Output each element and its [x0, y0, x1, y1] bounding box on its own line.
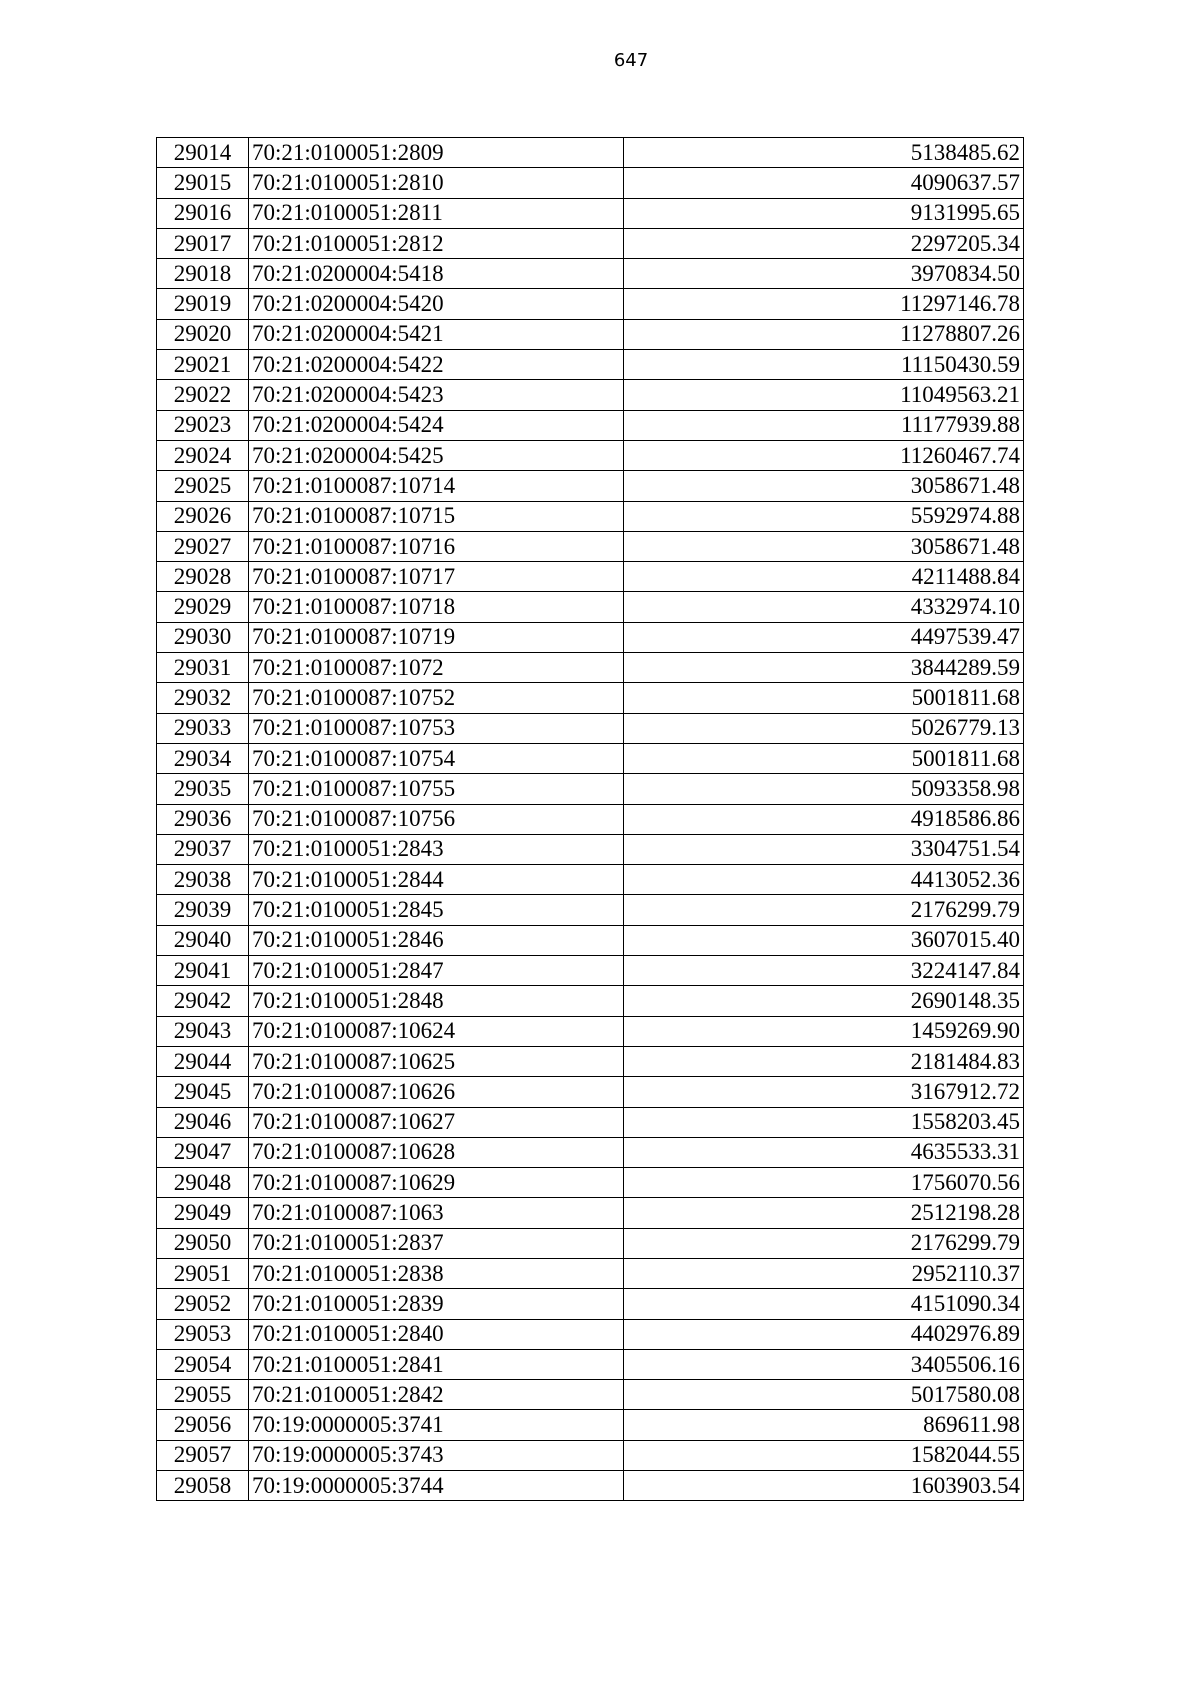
cadastral-value-cell: 1582044.55: [624, 1440, 1024, 1470]
cadastral-value-cell: 1603903.54: [624, 1471, 1024, 1501]
cadastral-value-cell: 2297205.34: [624, 228, 1024, 258]
cadastral-value-cell: 11278807.26: [624, 319, 1024, 349]
row-number-cell: 29022: [157, 380, 249, 410]
table-row: [157, 1168, 1024, 1198]
cadastral-number-cell: 70:21:0100051:2812: [249, 228, 624, 258]
row-number-cell: 29046: [157, 1107, 249, 1137]
cadastral-number-cell: 70:21:0100087:10628: [249, 1137, 624, 1167]
cadastral-value-cell: 11177939.88: [624, 410, 1024, 440]
row-number-cell: 29037: [157, 834, 249, 864]
table-row: [157, 1258, 1024, 1288]
row-number-cell: 29016: [157, 198, 249, 228]
row-number-cell: 29033: [157, 713, 249, 743]
cadastral-number-cell: 70:21:0100087:10718: [249, 592, 624, 622]
cadastral-number-cell: 70:21:0100051:2848: [249, 986, 624, 1016]
row-number-cell: 29038: [157, 865, 249, 895]
row-number-cell: 29057: [157, 1440, 249, 1470]
row-number-cell: 29031: [157, 653, 249, 683]
cadastral-value-cell: 4332974.10: [624, 592, 1024, 622]
cadastral-number-cell: 70:21:0100087:10756: [249, 804, 624, 834]
table-row: [157, 1289, 1024, 1319]
table-row: [157, 925, 1024, 955]
table-row: [157, 259, 1024, 289]
row-number-cell: 29052: [157, 1289, 249, 1319]
cadastral-number-cell: 70:21:0100087:10753: [249, 713, 624, 743]
cadastral-number-cell: 70:21:0200004:5418: [249, 259, 624, 289]
cadastral-number-cell: 70:21:0200004:5425: [249, 440, 624, 470]
cadastral-value-cell: 1459269.90: [624, 1016, 1024, 1046]
cadastral-value-cell: 3058671.48: [624, 531, 1024, 561]
cadastral-value-cell: 3970834.50: [624, 259, 1024, 289]
table-row: [157, 198, 1024, 228]
cadastral-value-cell: 3607015.40: [624, 925, 1024, 955]
row-number-cell: 29049: [157, 1198, 249, 1228]
cadastral-value-cell: 9131995.65: [624, 198, 1024, 228]
table-row: [157, 956, 1024, 986]
cadastral-value-cell: 3405506.16: [624, 1349, 1024, 1379]
cadastral-value-cell: 4918586.86: [624, 804, 1024, 834]
cadastral-value-cell: 3167912.72: [624, 1077, 1024, 1107]
cadastral-number-cell: 70:21:0100087:1072: [249, 653, 624, 683]
row-number-cell: 29035: [157, 774, 249, 804]
row-number-cell: 29053: [157, 1319, 249, 1349]
page-number: 647: [613, 50, 649, 71]
table-row: [157, 774, 1024, 804]
cadastral-value-cell: 11150430.59: [624, 350, 1024, 380]
row-number-cell: 29015: [157, 168, 249, 198]
cadastral-value-cell: 1558203.45: [624, 1107, 1024, 1137]
row-number-cell: 29044: [157, 1046, 249, 1076]
table-row: [157, 1319, 1024, 1349]
row-number-cell: 29045: [157, 1077, 249, 1107]
table-row: [157, 531, 1024, 561]
cadastral-value-cell: 11260467.74: [624, 440, 1024, 470]
cadastral-value-cell: 4151090.34: [624, 1289, 1024, 1319]
cadastral-number-cell: 70:21:0100051:2843: [249, 834, 624, 864]
cadastral-number-cell: 70:21:0100087:10717: [249, 562, 624, 592]
cadastral-number-cell: 70:21:0100087:10754: [249, 743, 624, 773]
table-row: [157, 319, 1024, 349]
cadastral-value-cell: 2690148.35: [624, 986, 1024, 1016]
row-number-cell: 29019: [157, 289, 249, 319]
table-row: [157, 895, 1024, 925]
cadastral-number-cell: 70:21:0200004:5420: [249, 289, 624, 319]
table-row: [157, 1046, 1024, 1076]
table-row: [157, 865, 1024, 895]
row-number-cell: 29039: [157, 895, 249, 925]
cadastral-value-cell: 11297146.78: [624, 289, 1024, 319]
cadastral-value-cell: 2181484.83: [624, 1046, 1024, 1076]
table-row: [157, 1137, 1024, 1167]
cadastral-number-cell: 70:21:0100051:2811: [249, 198, 624, 228]
cadastral-value-cell: 3058671.48: [624, 471, 1024, 501]
table-row: [157, 562, 1024, 592]
table-row: [157, 1228, 1024, 1258]
cadastral-value-cell: 1756070.56: [624, 1168, 1024, 1198]
cadastral-number-cell: 70:21:0200004:5421: [249, 319, 624, 349]
cadastral-value-cell: 5001811.68: [624, 743, 1024, 773]
table-row: [157, 592, 1024, 622]
cadastral-number-cell: 70:21:0100087:10716: [249, 531, 624, 561]
cadastral-value-cell: 2512198.28: [624, 1198, 1024, 1228]
cadastral-value-cell: 4090637.57: [624, 168, 1024, 198]
cadastral-number-cell: 70:21:0200004:5422: [249, 350, 624, 380]
table-row: [157, 1107, 1024, 1137]
cadastral-number-cell: 70:21:0100087:10755: [249, 774, 624, 804]
row-number-cell: 29056: [157, 1410, 249, 1440]
row-number-cell: 29055: [157, 1380, 249, 1410]
row-number-cell: 29047: [157, 1137, 249, 1167]
cadastral-number-cell: 70:21:0100051:2842: [249, 1380, 624, 1410]
row-number-cell: 29050: [157, 1228, 249, 1258]
cadastral-number-cell: 70:21:0100087:10719: [249, 622, 624, 652]
table-row: [157, 501, 1024, 531]
cadastral-value-cell: 2176299.79: [624, 1228, 1024, 1258]
cadastral-value-cell: 5001811.68: [624, 683, 1024, 713]
cadastral-number-cell: 70:19:0000005:3743: [249, 1440, 624, 1470]
cadastral-value-cell: 3844289.59: [624, 653, 1024, 683]
table-row: [157, 380, 1024, 410]
row-number-cell: 29036: [157, 804, 249, 834]
cadastral-number-cell: 70:19:0000005:3741: [249, 1410, 624, 1440]
row-number-cell: 29023: [157, 410, 249, 440]
cadastral-number-cell: 70:21:0100087:10624: [249, 1016, 624, 1046]
cadastral-value-cell: 2176299.79: [624, 895, 1024, 925]
table-row: [157, 743, 1024, 773]
table-row: [157, 713, 1024, 743]
cadastral-number-cell: 70:21:0200004:5423: [249, 380, 624, 410]
cadastral-number-cell: 70:21:0100087:10629: [249, 1168, 624, 1198]
row-number-cell: 29048: [157, 1168, 249, 1198]
cadastral-value-cell: 4497539.47: [624, 622, 1024, 652]
table-row: [157, 410, 1024, 440]
cadastral-number-cell: 70:21:0100051:2841: [249, 1349, 624, 1379]
row-number-cell: 29051: [157, 1258, 249, 1288]
row-number-cell: 29041: [157, 956, 249, 986]
row-number-cell: 29018: [157, 259, 249, 289]
cadastral-value-table: [156, 137, 1024, 1501]
cadastral-value-cell: 4211488.84: [624, 562, 1024, 592]
row-number-cell: 29020: [157, 319, 249, 349]
table-row: [157, 1471, 1024, 1501]
cadastral-value-cell: 5017580.08: [624, 1380, 1024, 1410]
row-number-cell: 29017: [157, 228, 249, 258]
cadastral-value-cell: 2952110.37: [624, 1258, 1024, 1288]
cadastral-value-cell: 5138485.62: [624, 138, 1024, 168]
cadastral-value-cell: 5026779.13: [624, 713, 1024, 743]
cadastral-number-cell: 70:21:0100051:2838: [249, 1258, 624, 1288]
row-number-cell: 29029: [157, 592, 249, 622]
table-row: [157, 228, 1024, 258]
cadastral-number-cell: 70:21:0100087:10715: [249, 501, 624, 531]
table-row: [157, 168, 1024, 198]
table-row: [157, 834, 1024, 864]
row-number-cell: 29034: [157, 743, 249, 773]
table-row: [157, 1380, 1024, 1410]
row-number-cell: 29030: [157, 622, 249, 652]
row-number-cell: 29043: [157, 1016, 249, 1046]
cadastral-number-cell: 70:21:0100087:10714: [249, 471, 624, 501]
row-number-cell: 29058: [157, 1471, 249, 1501]
cadastral-value-cell: 4402976.89: [624, 1319, 1024, 1349]
cadastral-value-cell: 4413052.36: [624, 865, 1024, 895]
cadastral-number-cell: 70:21:0100051:2844: [249, 865, 624, 895]
table-row: [157, 1440, 1024, 1470]
cadastral-number-cell: 70:21:0100051:2847: [249, 956, 624, 986]
cadastral-number-cell: 70:21:0100051:2810: [249, 168, 624, 198]
table-row: [157, 804, 1024, 834]
table-row: [157, 350, 1024, 380]
cadastral-number-cell: 70:21:0100087:10626: [249, 1077, 624, 1107]
cadastral-number-cell: 70:21:0100051:2809: [249, 138, 624, 168]
cadastral-value-cell: 869611.98: [624, 1410, 1024, 1440]
table-row: [157, 1349, 1024, 1379]
table-row: [157, 653, 1024, 683]
table-row: [157, 289, 1024, 319]
table-row: [157, 471, 1024, 501]
cadastral-number-cell: 70:19:0000005:3744: [249, 1471, 624, 1501]
row-number-cell: 29028: [157, 562, 249, 592]
row-number-cell: 29042: [157, 986, 249, 1016]
table-row: [157, 1016, 1024, 1046]
cadastral-number-cell: 70:21:0100051:2840: [249, 1319, 624, 1349]
cadastral-number-cell: 70:21:0100051:2845: [249, 895, 624, 925]
cadastral-value-cell: 3304751.54: [624, 834, 1024, 864]
cadastral-value-cell: 3224147.84: [624, 956, 1024, 986]
row-number-cell: 29021: [157, 350, 249, 380]
cadastral-number-cell: 70:21:0100087:10625: [249, 1046, 624, 1076]
row-number-cell: 29025: [157, 471, 249, 501]
cadastral-number-cell: 70:21:0100087:10752: [249, 683, 624, 713]
table-row: [157, 138, 1024, 168]
row-number-cell: 29040: [157, 925, 249, 955]
cadastral-value-cell: 4635533.31: [624, 1137, 1024, 1167]
row-number-cell: 29027: [157, 531, 249, 561]
row-number-cell: 29032: [157, 683, 249, 713]
table-row: [157, 986, 1024, 1016]
table-row: [157, 1198, 1024, 1228]
table-row: [157, 683, 1024, 713]
row-number-cell: 29026: [157, 501, 249, 531]
cadastral-number-cell: 70:21:0100051:2846: [249, 925, 624, 955]
row-number-cell: 29024: [157, 440, 249, 470]
table-row: [157, 1410, 1024, 1440]
table-body: [157, 138, 1024, 1501]
cadastral-number-cell: 70:21:0200004:5424: [249, 410, 624, 440]
table-row: [157, 1077, 1024, 1107]
row-number-cell: 29054: [157, 1349, 249, 1379]
cadastral-value-cell: 5093358.98: [624, 774, 1024, 804]
cadastral-number-cell: 70:21:0100087:10627: [249, 1107, 624, 1137]
cadastral-value-cell: 5592974.88: [624, 501, 1024, 531]
table-row: [157, 440, 1024, 470]
row-number-cell: 29014: [157, 138, 249, 168]
cadastral-value-cell: 11049563.21: [624, 380, 1024, 410]
cadastral-number-cell: 70:21:0100087:1063: [249, 1198, 624, 1228]
cadastral-number-cell: 70:21:0100051:2839: [249, 1289, 624, 1319]
table-row: [157, 622, 1024, 652]
cadastral-number-cell: 70:21:0100051:2837: [249, 1228, 624, 1258]
